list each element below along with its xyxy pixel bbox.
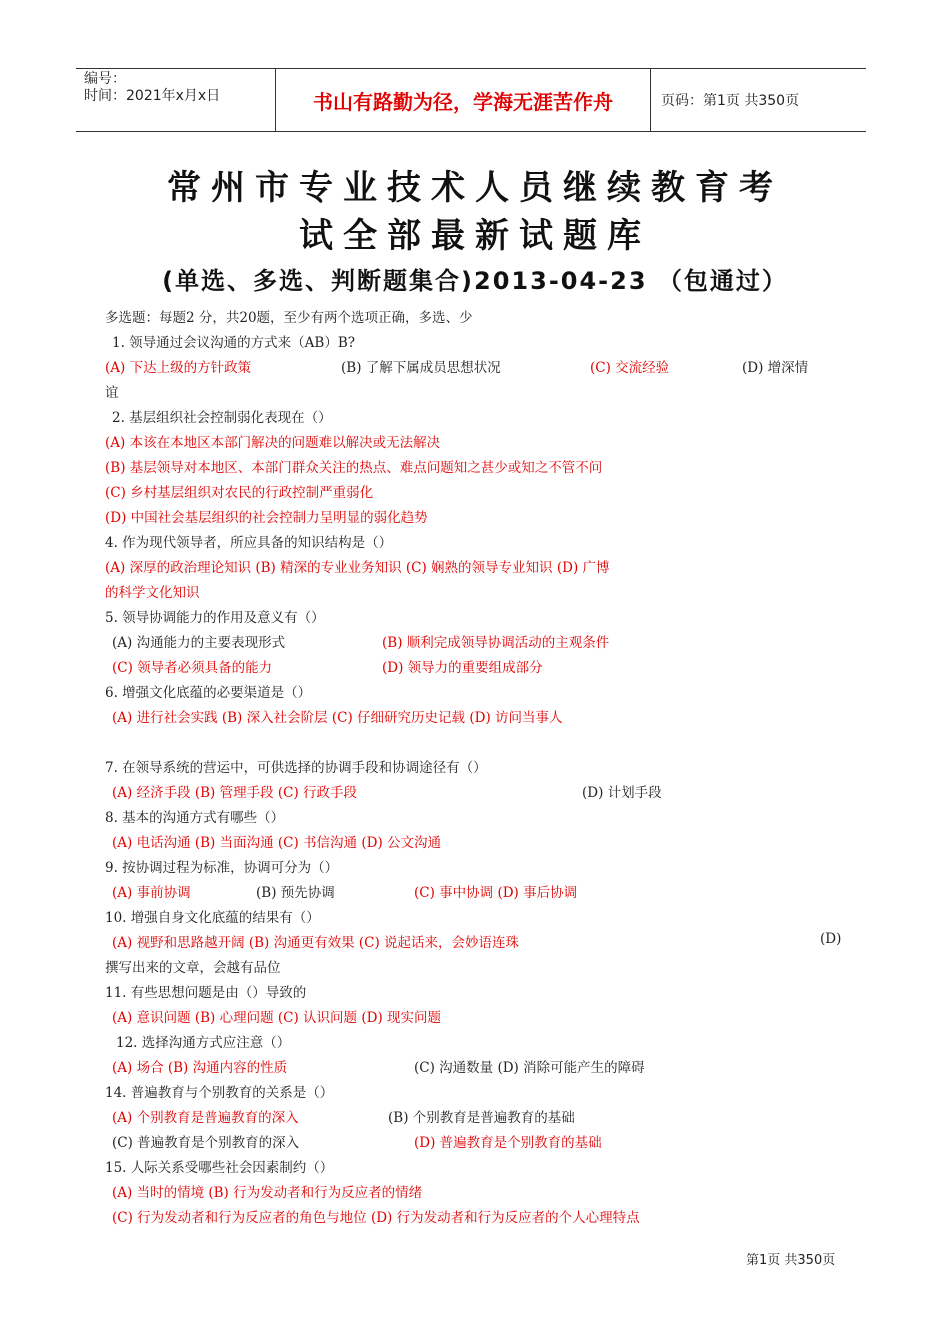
question-line: (C) 沟通数量 (D) 消除可能产生的障碍 (414, 1060, 645, 1076)
question-line: 14. 普遍教育与个别教育的关系是（） (105, 1085, 334, 1101)
header-motto: 书山有路勤为径，学海无涯苦作舟 (276, 69, 651, 131)
question-line: 12. 选择沟通方式应注意（） (116, 1035, 291, 1051)
question-line: 15. 人际关系受哪些社会因素制约（） (105, 1160, 334, 1176)
question-line: 10. 增强自身文化底蕴的结果有（） (105, 910, 320, 926)
question-line: 的科学文化知识 (105, 585, 200, 601)
question-line: (D) (820, 931, 842, 947)
question-line: 5. 领导协调能力的作用及意义有（） (105, 610, 325, 626)
question-line: 1. 领导通过会议沟通的方式来（AB）B? (112, 335, 355, 351)
question-line: (A) 场合 (B) 沟通内容的性质 (112, 1060, 288, 1076)
document-title-line2: 试全部最新试题库 (299, 216, 651, 256)
question-line: (A) 下达上级的方针政策 (105, 360, 252, 376)
document-subtitle: (单选、多选、判断题集合)2013-04-23 （包通过） (162, 267, 788, 295)
question-line: (A) 沟通能力的主要表现形式 (112, 635, 286, 651)
question-line: (A) 经济手段 (B) 管理手段 (C) 行政手段 (112, 785, 358, 801)
question-line: 6. 增强文化底蕴的必要渠道是（） (105, 685, 312, 701)
question-line: (D) 中国社会基层组织的社会控制力呈明显的弱化趋势 (105, 510, 428, 526)
question-line: 9. 按协调过程为标准，协调可分为（） (105, 860, 339, 876)
question-line: (A) 深厚的政治理论知识 (B) 精深的专业业务知识 (C) 娴熟的领导专业知识 (D) 广博 (105, 560, 610, 576)
question-line: (A) 视野和思路越开阔 (B) 沟通更有效果 (C) 说起话来，会妙语连珠 (112, 935, 520, 951)
header-page-info: 页码：第1页 共350页 (661, 93, 800, 109)
question-line: (B) 了解下属成员思想状况 (341, 360, 501, 376)
question-line: (C) 交流经验 (590, 360, 670, 376)
header-meta (76, 69, 276, 131)
question-line: 2. 基层组织社会控制弱化表现在（） (112, 410, 332, 426)
question-line: (C) 乡村基层组织对农民的行政控制严重弱化 (105, 485, 374, 501)
question-line: (A) 个别教育是普遍教育的深入 (112, 1110, 299, 1126)
question-line: (C) 普遍教育是个别教育的深入 (112, 1135, 300, 1151)
document-title-line1: 常州市专业技术人员继续教育考 (167, 168, 783, 208)
question-line: (B) 顺利完成领导协调活动的主观条件 (382, 635, 610, 651)
question-line: (D) 计划手段 (582, 785, 662, 801)
page-footer: 第1页 共350页 (746, 1253, 836, 1268)
question-line: (C) 事中协调 (D) 事后协调 (414, 885, 578, 901)
question-line: (C) 领导者必须具备的能力 (112, 660, 273, 676)
question-line: 撰写出来的文章，会越有品位 (105, 960, 281, 976)
section-intro: 多选题：每题2 分，共20题，至少有两个选项正确，多选、少 (105, 310, 473, 326)
page-header (76, 68, 866, 132)
question-line: 谊 (105, 385, 119, 401)
question-line: 7. 在领导系统的营运中，可供选择的协调手段和协调途径有（） (105, 760, 487, 776)
time-label: 时间：2021年x月x日 (84, 88, 221, 104)
question-line: 8. 基本的沟通方式有哪些（） (105, 810, 285, 826)
question-line: (A) 进行社会实践 (B) 深入社会阶层 (C) 仔细研究历史记载 (D) 访问当事人 (112, 710, 563, 726)
question-line: (D) 普遍教育是个别教育的基础 (414, 1135, 602, 1151)
question-line: (A) 当时的情境 (B) 行为发动者和行为反应者的情绪 (112, 1185, 423, 1201)
question-line: (D) 增深情 (742, 360, 809, 376)
question-line: (A) 意识问题 (B) 心理问题 (C) 认识问题 (D) 现实问题 (112, 1010, 441, 1026)
code-label: 编号： (84, 71, 126, 87)
question-line: (A) 本该在本地区本部门解决的问题难以解决或无法解决 (105, 435, 441, 451)
question-line: (A) 电话沟通 (B) 当面沟通 (C) 书信沟通 (D) 公文沟通 (112, 835, 441, 851)
question-line: (A) 事前协调 (112, 885, 191, 901)
question-line: (C) 行为发动者和行为反应者的角色与地位 (D) 行为发动者和行为反应者的个人心理特点 (112, 1210, 640, 1226)
question-line: (B) 预先协调 (256, 885, 335, 901)
question-line: 11. 有些思想问题是由（）导致的 (105, 985, 307, 1001)
question-line: (D) 领导力的重要组成部分 (382, 660, 543, 676)
question-line: (B) 基层领导对本地区、本部门群众关注的热点、难点问题知之甚少或知之不管不问 (105, 460, 603, 476)
question-line: 4. 作为现代领导者，所应具备的知识结构是（） (105, 535, 393, 551)
question-line: (B) 个别教育是普遍教育的基础 (388, 1110, 575, 1126)
